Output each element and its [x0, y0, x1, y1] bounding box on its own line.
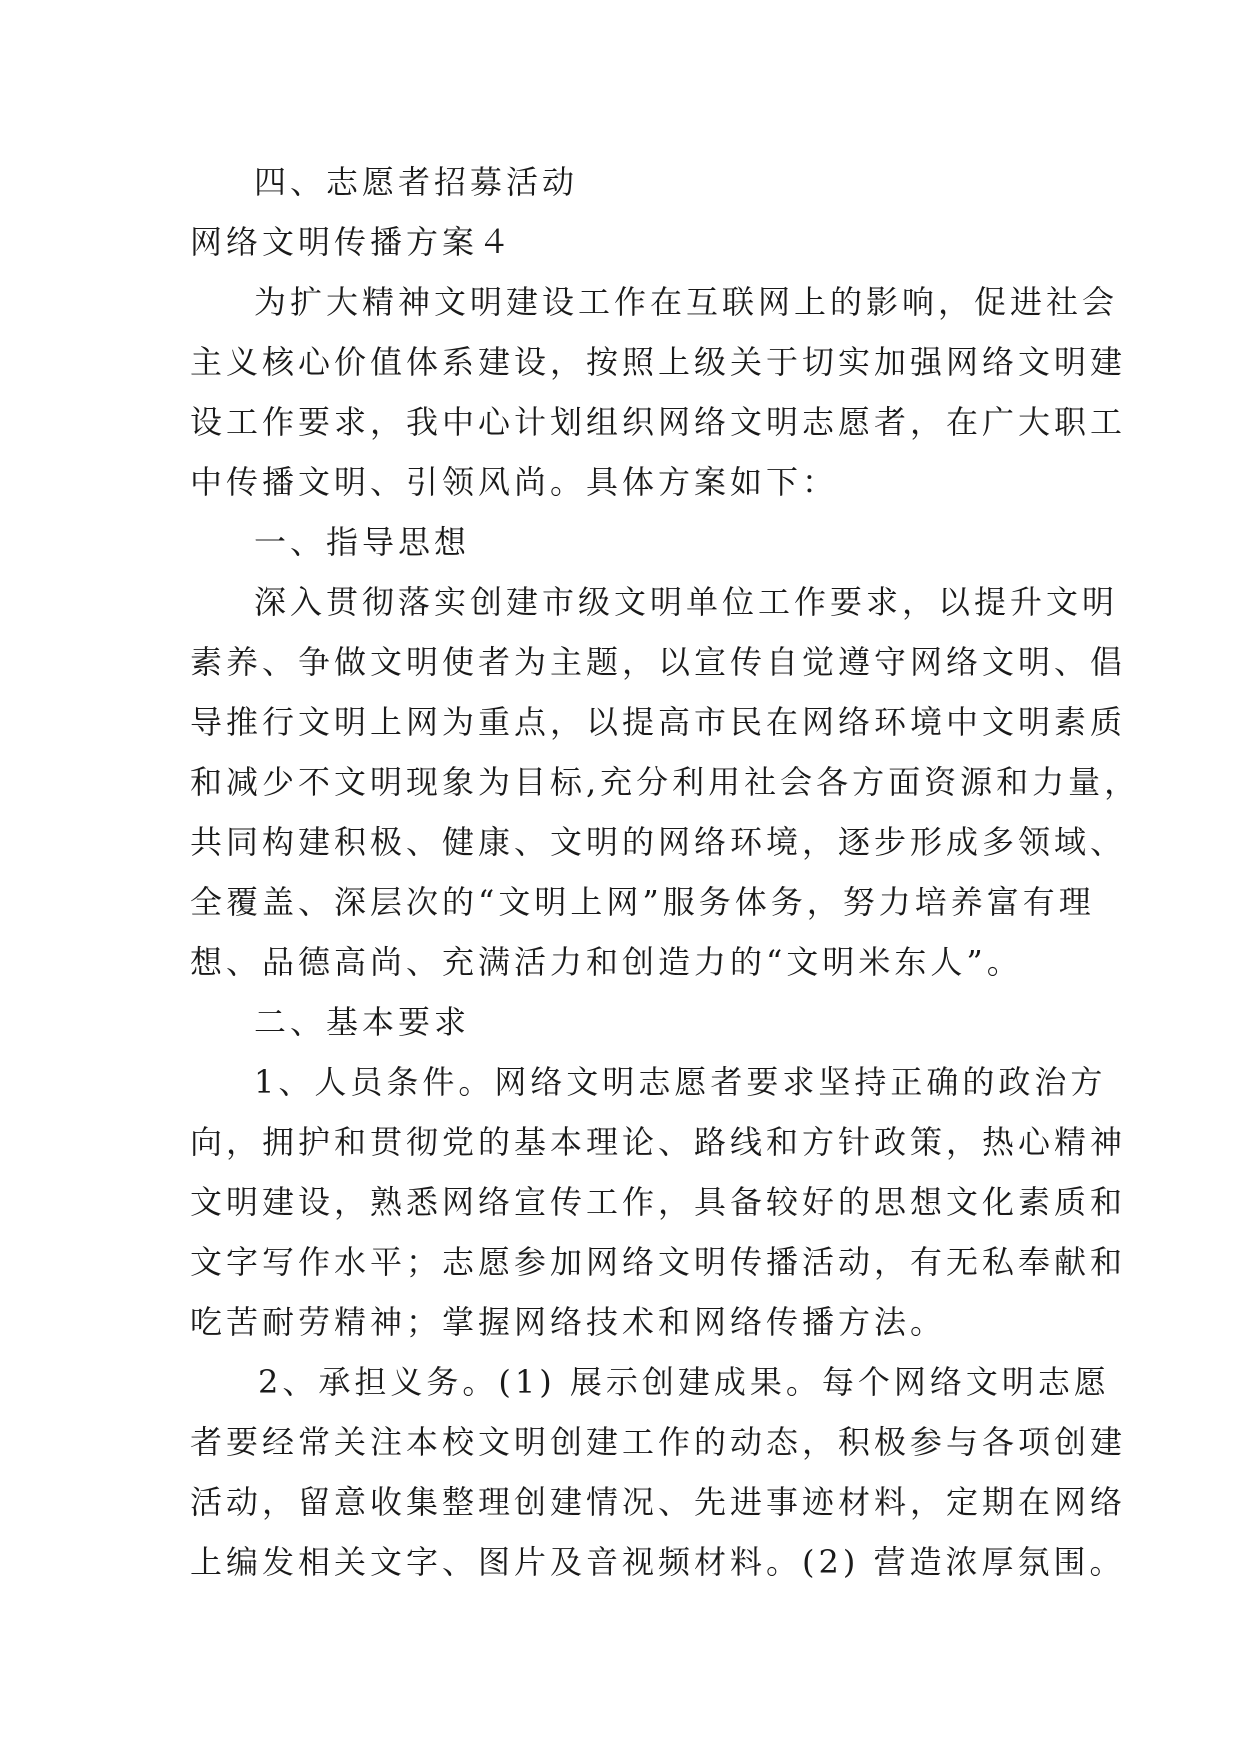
paragraph-line: 共同构建积极、健康、文明的网络环境，逐步形成多领域、	[190, 823, 1127, 861]
paragraph-line: 文字写作水平；志愿参加网络文明传播活动，有无私奉献和	[190, 1243, 1127, 1281]
section-heading-2: 二、基本要求	[254, 1003, 471, 1041]
paragraph-line: 深入贯彻落实创建市级文明单位工作要求，以提升文明	[254, 583, 1119, 621]
paragraph-line: 导推行文明上网为重点，以提高市民在网络环境中文明素质	[190, 703, 1127, 741]
section-heading-4: 四、志愿者招募活动	[254, 163, 579, 201]
paragraph-line: 想、品德高尚、充满活力和创造力的“文明米东人”。	[190, 943, 1023, 981]
paragraph-line: 活动，留意收集整理创建情况、先进事迹材料，定期在网络	[190, 1483, 1127, 1521]
paragraph-line: 中传播文明、引领风尚。具体方案如下：	[190, 463, 839, 501]
paragraph-line: 和减少不文明现象为目标,充分利用社会各方面资源和力量，	[190, 763, 1141, 801]
paragraph-line: 2、承担义务。(1) 展示创建成果。每个网络文明志愿	[258, 1363, 1110, 1401]
paragraph-line: 1、人员条件。网络文明志愿者要求坚持正确的政治方	[254, 1063, 1107, 1101]
paragraph-line: 为扩大精神文明建设工作在互联网上的影响，促进社会	[254, 283, 1119, 321]
document-title: 网络文明传播方案４	[190, 223, 515, 261]
paragraph-line: 吃苦耐劳精神；掌握网络技术和网络传播方法。	[190, 1303, 947, 1341]
paragraph-line: 文明建设，熟悉网络宣传工作，具备较好的思想文化素质和	[190, 1183, 1127, 1221]
paragraph-line: 全覆盖、深层次的“文明上网”服务体务，努力培养富有理	[190, 883, 1095, 921]
paragraph-line: 主义核心价值体系建设，按照上级关于切实加强网络文明建	[190, 343, 1127, 381]
paragraph-line: 者要经常关注本校文明创建工作的动态，积极参与各项创建	[190, 1423, 1127, 1461]
paragraph-line: 向，拥护和贯彻党的基本理论、路线和方针政策，热心精神	[190, 1123, 1127, 1161]
section-heading-1: 一、指导思想	[254, 523, 471, 561]
paragraph-line: 素养、争做文明使者为主题，以宣传自觉遵守网络文明、倡	[190, 643, 1127, 681]
paragraph-line: 设工作要求，我中心计划组织网络文明志愿者，在广大职工	[190, 403, 1127, 441]
paragraph-line: 上编发相关文字、图片及音视频材料。(2) 营造浓厚氛围。	[190, 1543, 1126, 1581]
